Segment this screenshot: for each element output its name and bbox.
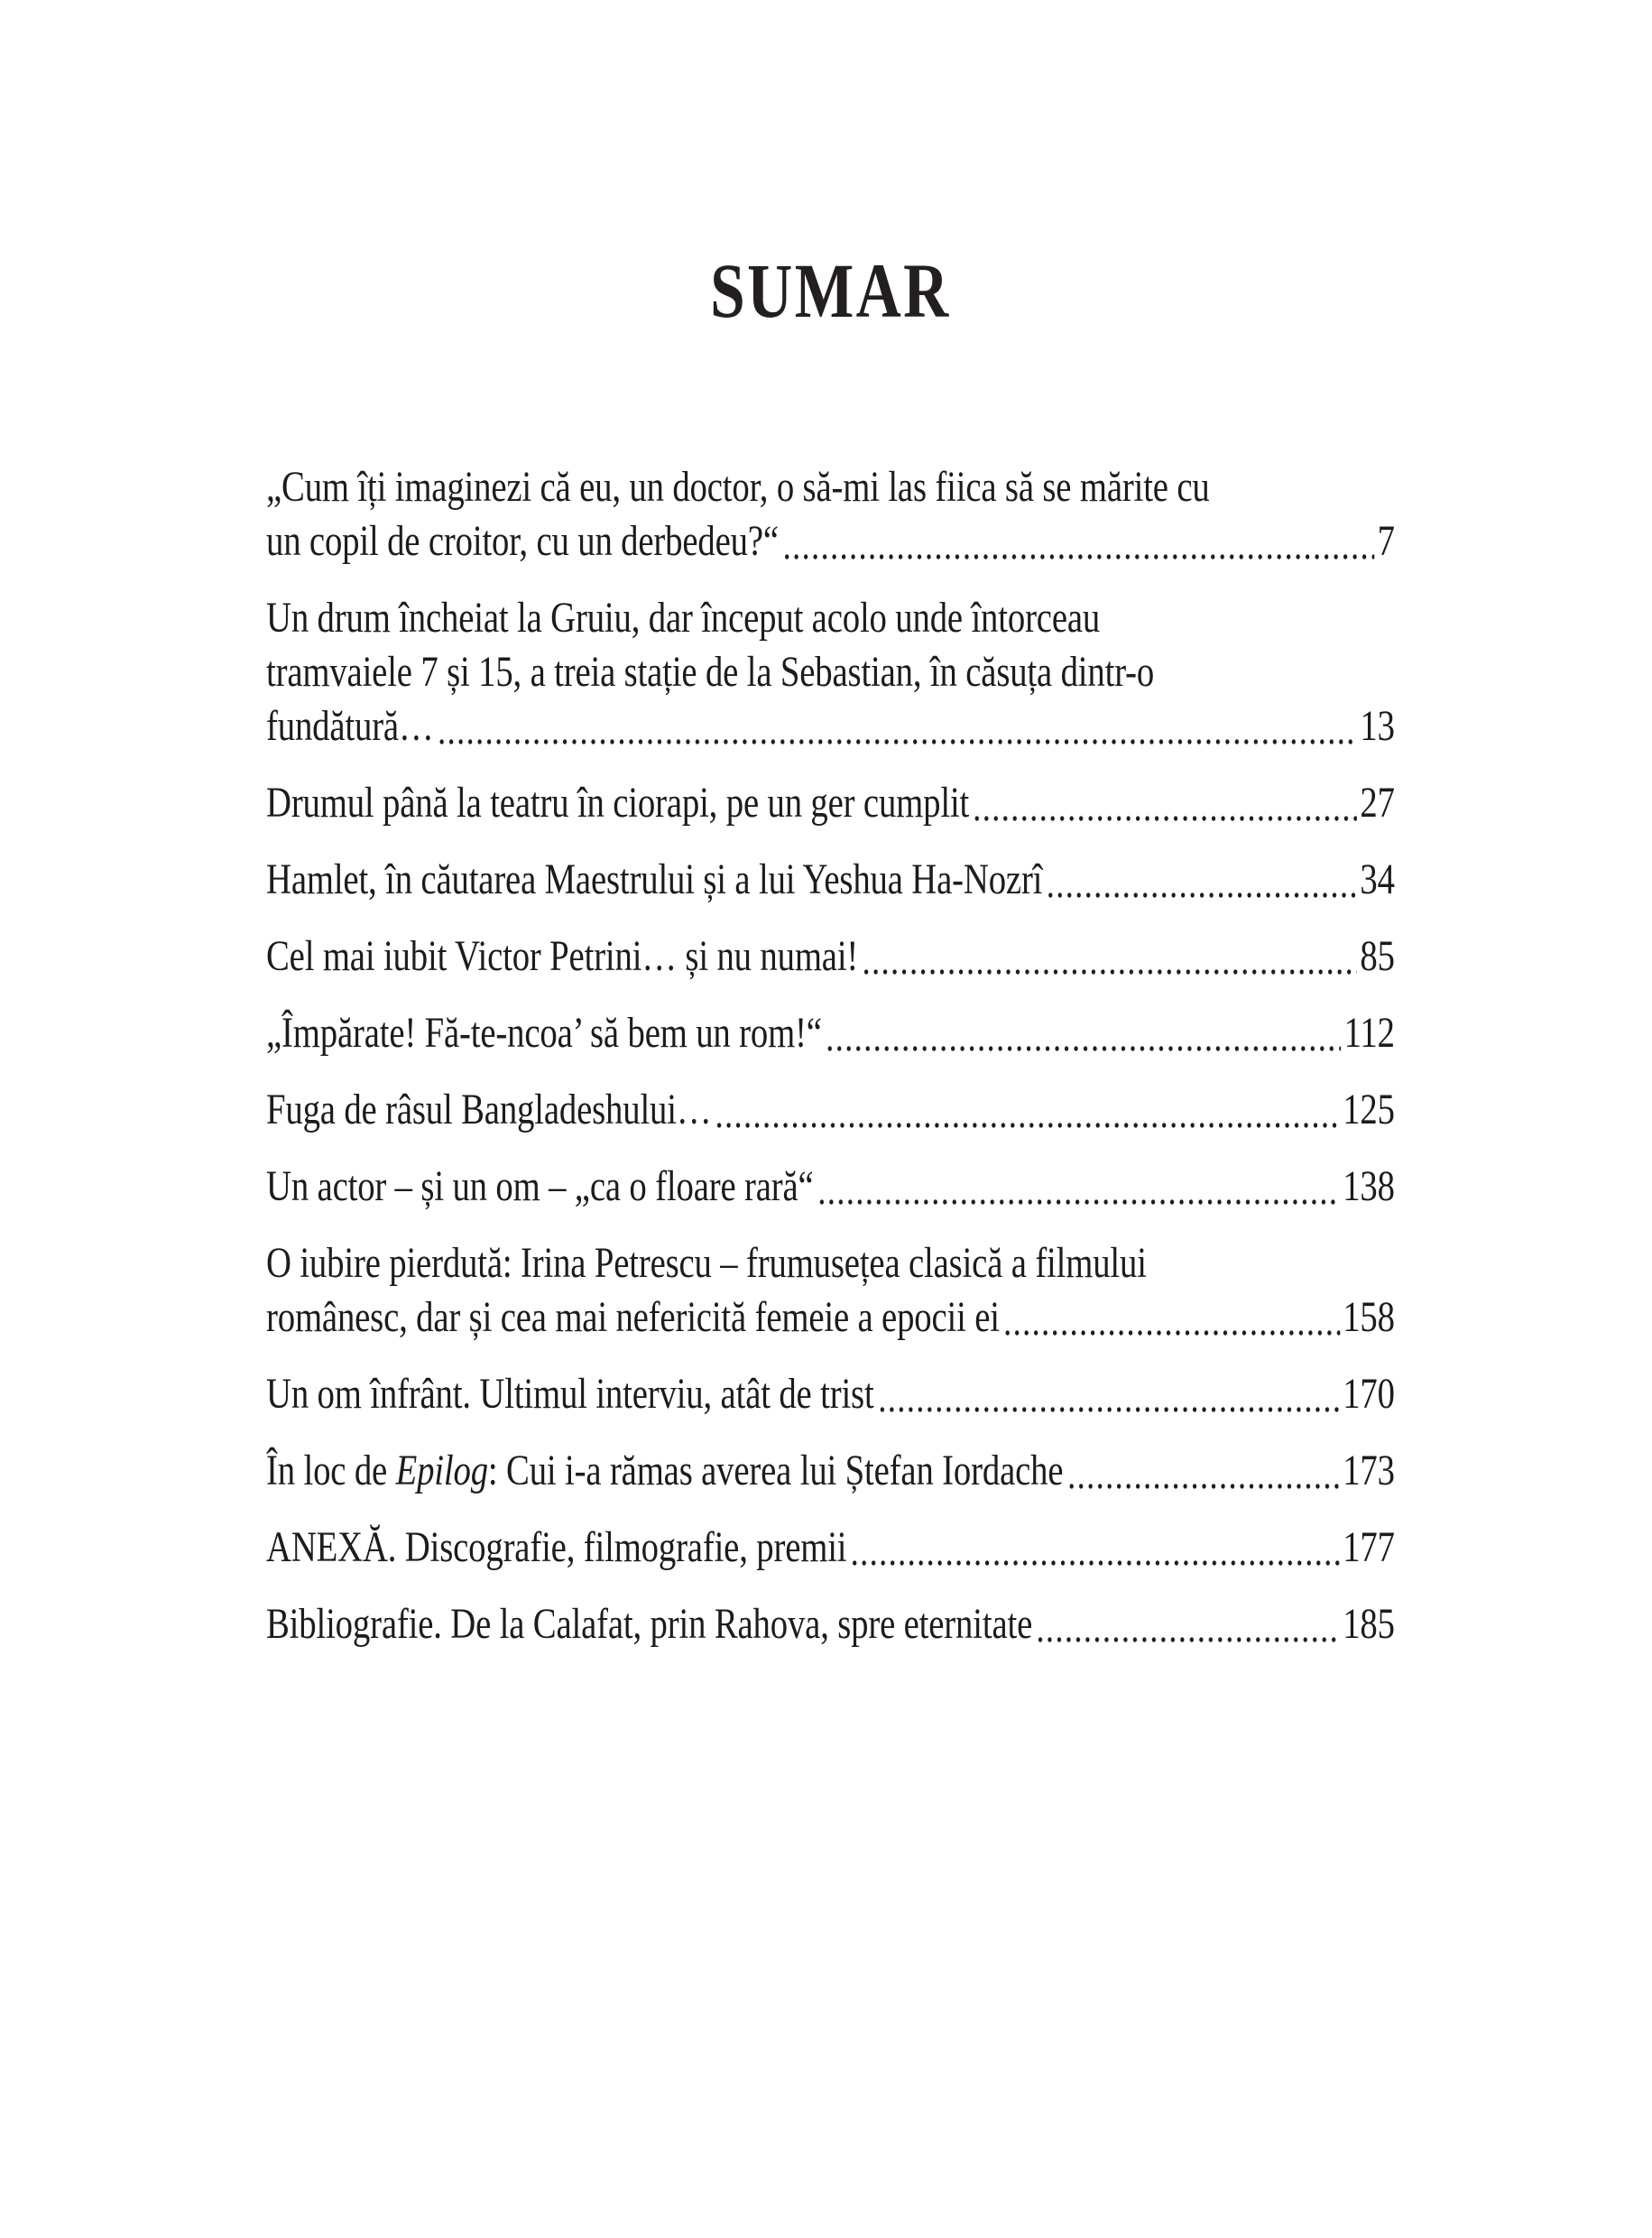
toc-entry-text: Un om înfrânt. Ultimul interviu, atât de trist	[266, 1370, 874, 1418]
dotted-leader	[1005, 1330, 1340, 1336]
toc-page-number: 85	[1360, 932, 1395, 980]
toc-entry-last-line	[266, 929, 1395, 984]
dotted-leader	[1048, 892, 1357, 898]
dotted-leader	[1069, 1484, 1340, 1489]
page-title: SUMAR	[710, 247, 951, 334]
toc-entry	[266, 1521, 1395, 1575]
toc-entry-last-line	[266, 1006, 1395, 1060]
toc-entry-text: Bibliografie. De la Calafat, prin Rahova, spre eternitate	[266, 1600, 1033, 1648]
toc-entry-last-line	[266, 1597, 1395, 1651]
dotted-leader	[827, 1046, 1341, 1051]
toc-page-number: 170	[1343, 1370, 1395, 1418]
toc-page-number: 34	[1360, 855, 1395, 903]
toc-entry-text-line: O iubire pierdută: Irina Petrescu – frumusețea clasică a filmului	[266, 1239, 1147, 1287]
toc-entry-text	[266, 1444, 1063, 1498]
dotted-leader	[819, 1199, 1340, 1205]
toc-entry	[266, 1083, 1395, 1137]
toc-page-number: 13	[1360, 702, 1395, 750]
toc-page-number: 27	[1360, 779, 1395, 827]
toc-entry	[266, 460, 1395, 569]
toc-entry-last-line	[266, 1521, 1395, 1575]
toc-entry-last-line	[266, 853, 1395, 907]
dotted-leader	[975, 816, 1358, 821]
toc-entry-text: Drumul până la teatru în ciorapi, pe un ger cumplit	[266, 779, 970, 827]
dotted-leader	[784, 554, 1374, 560]
toc-entry-last-line	[266, 699, 1395, 754]
toc-entry-text-line: „Cum îți imaginezi că eu, un doctor, o să-mi las fiica să se mărite cu	[266, 463, 1210, 511]
toc-entry	[266, 1444, 1395, 1498]
toc-entry	[266, 1367, 1395, 1421]
toc-entry	[266, 1006, 1395, 1060]
toc-entry	[266, 929, 1395, 984]
toc-entry-text: un copil de croitor, cu un derbedeu?“	[266, 517, 779, 565]
toc-entry-text: românesc, dar și cea mai nefericită femeie a epocii ei	[266, 1293, 1000, 1341]
toc-entry-text-prefix: În loc de	[266, 1447, 396, 1494]
toc-page-number: 138	[1343, 1162, 1395, 1210]
toc-page-number: 185	[1343, 1600, 1395, 1648]
toc-entry-last-line	[266, 514, 1395, 569]
contents-block	[266, 0, 1395, 1674]
toc-page-number: 125	[1343, 1086, 1395, 1133]
toc-page-number: 112	[1343, 1009, 1395, 1057]
toc-entry-last-line	[266, 1083, 1395, 1137]
toc-page-number: 177	[1343, 1523, 1395, 1571]
toc-entry-text-line: Un drum încheiat la Gruiu, dar început acolo unde întorceau	[266, 594, 1101, 642]
toc-entry-text-suffix: : Cui i-a rămas averea lui Ștefan Iordache	[487, 1447, 1064, 1494]
dotted-leader	[853, 1560, 1340, 1566]
toc-entry-text: Fuga de râsul Bangladeshului…	[266, 1086, 712, 1133]
toc-entry	[266, 591, 1395, 754]
toc-entry	[266, 1160, 1395, 1214]
toc-entry	[266, 853, 1395, 907]
dotted-leader	[864, 969, 1358, 975]
toc-entry-text-italic: Epilog	[395, 1447, 488, 1494]
toc-entry-text: fundătură…	[266, 702, 434, 750]
dotted-leader	[439, 739, 1357, 744]
toc-entry-text-line: tramvaiele 7 și 15, a treia stație de la Sebastian, în căsuța dintr-o	[266, 648, 1155, 696]
dotted-leader	[717, 1123, 1340, 1128]
toc-page-number: 158	[1343, 1293, 1395, 1341]
toc-entry-text: ANEXĂ. Discografie, filmografie, premii	[266, 1523, 847, 1571]
toc-entry-last-line	[266, 1444, 1395, 1498]
toc-entry-last-line	[266, 1160, 1395, 1214]
toc-entry-last-line	[266, 1290, 1395, 1345]
toc-entry-last-line	[266, 1367, 1395, 1421]
toc-page-number: 7	[1377, 517, 1395, 565]
toc-entry-last-line	[266, 776, 1395, 830]
toc-entry-text: Cel mai iubit Victor Petrini… și nu numai!	[266, 932, 859, 980]
dotted-leader	[1038, 1637, 1340, 1642]
toc-entry-text: Hamlet, în căutarea Maestrului și a lui Yeshua Ha-Nozrî	[266, 855, 1043, 903]
toc-entry	[266, 1597, 1395, 1651]
toc-entry	[266, 776, 1395, 830]
toc-entry-text: Un actor – și un om – „ca o floare rară“	[266, 1162, 814, 1210]
dotted-leader	[880, 1407, 1340, 1412]
toc-entry	[266, 1236, 1395, 1345]
toc-page-number: 173	[1343, 1447, 1395, 1494]
toc-entry-text: „Împărate! Fă-te-ncoa’ să bem un rom!“	[266, 1009, 822, 1057]
